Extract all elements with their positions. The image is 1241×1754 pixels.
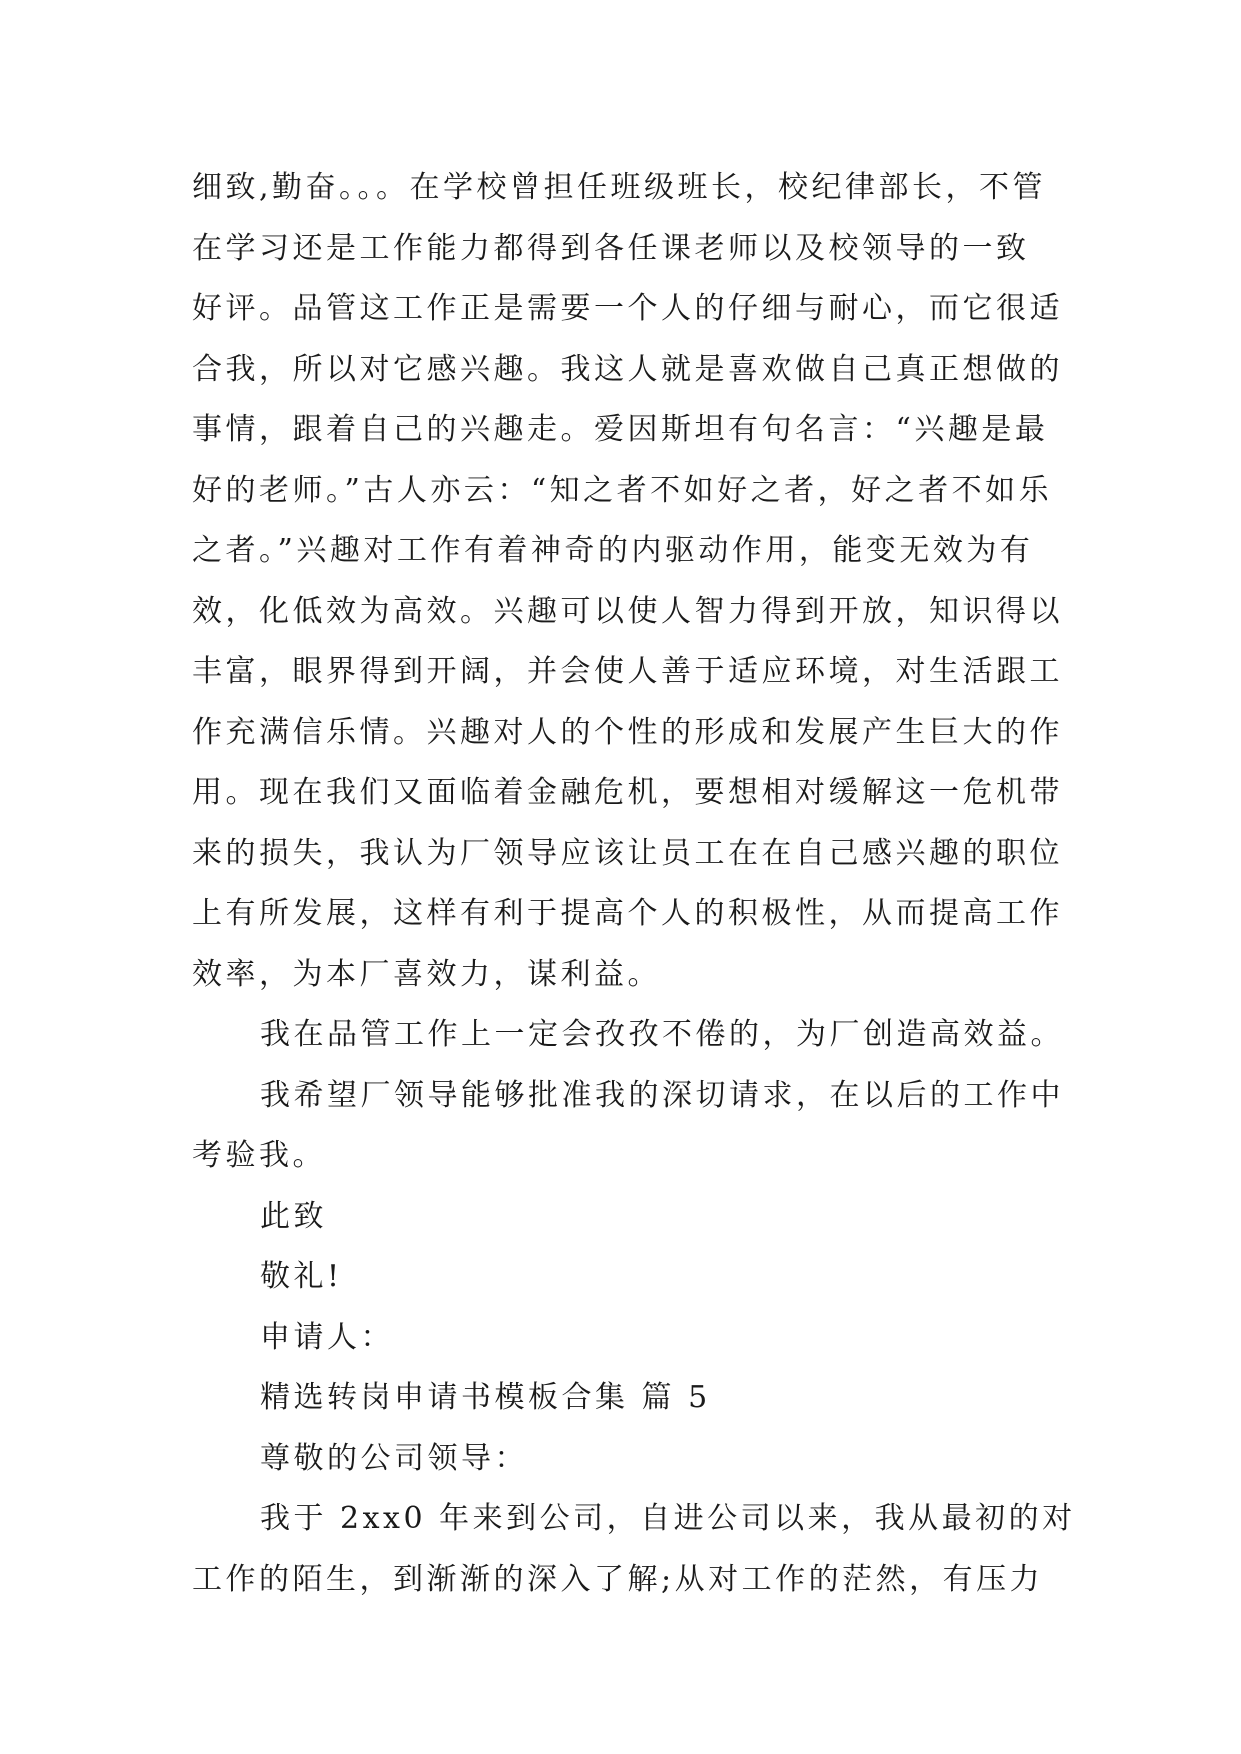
text-line: 考验我。 [192,1138,326,1173]
text-line: 之者。”兴趣对工作有着神奇的内驱动作用，能变无效为有 [192,533,1034,568]
text-line: 工作的陌生，到渐渐的深入了解;从对工作的茫然，有压力 [192,1561,1044,1597]
text-line: 效率，为本厂喜效力，谋利益。 [192,956,661,992]
paragraph-line: 我希望厂领导能够批准我的深切请求，在以后的工作中 [260,1077,1064,1113]
text-line: 事情，跟着自己的兴趣走。爱因斯坦有句名言：“兴趣是最 [192,412,1049,447]
text-line: 效，化低效为高效。兴趣可以使人智力得到开放，知识得以 [192,593,1063,629]
text-line: 上有所发展，这样有利于提高个人的积极性，从而提高工作 [192,896,1063,931]
text-line: 作充满信乐情。兴趣对人的个性的形成和发展产生巨大的作 [192,714,1063,750]
text-line: 用。现在我们又面临着金融危机，要想相对缓解这一危机带 [192,775,1063,810]
text-line: 在学习还是工作能力都得到各任课老师以及校领导的一致 [192,230,1030,266]
text-line: 好评。品管这工作正是需要一个人的仔细与耐心，而它很适 [192,291,1063,326]
text-line: 丰富，眼界得到开阔，并会使人善于适应环境，对生活跟工 [192,654,1063,689]
closing-regards: 敬礼! [260,1259,343,1294]
text-line: 合我，所以对它感兴趣。我这人就是喜欢做自己真正想做的 [192,351,1063,387]
text-line: 好的老师。”古人亦云：“知之者不如好之者，好之者不如乐 [192,472,1053,508]
text-line: 细致,勤奋。。。在学校曾担任班级班长，校纪律部长，不管 [192,170,1047,205]
paragraph-line: 我于 2xx0 年来到公司，自进公司以来，我从最初的对 [260,1501,1076,1536]
closing-salutation: 此致 [260,1198,327,1234]
section-heading: 精选转岗申请书模板合集 篇 5 [260,1380,711,1415]
applicant-label: 申请人： [260,1319,394,1355]
paragraph-line: 我在品管工作上一定会孜孜不倦的，为厂创造高效益。 [260,1017,1064,1052]
greeting: 尊敬的公司领导： [260,1440,528,1476]
document-body [192,158,1076,1610]
text-line: 来的损失，我认为厂领导应该让员工在在自己感兴趣的职位 [192,835,1063,871]
